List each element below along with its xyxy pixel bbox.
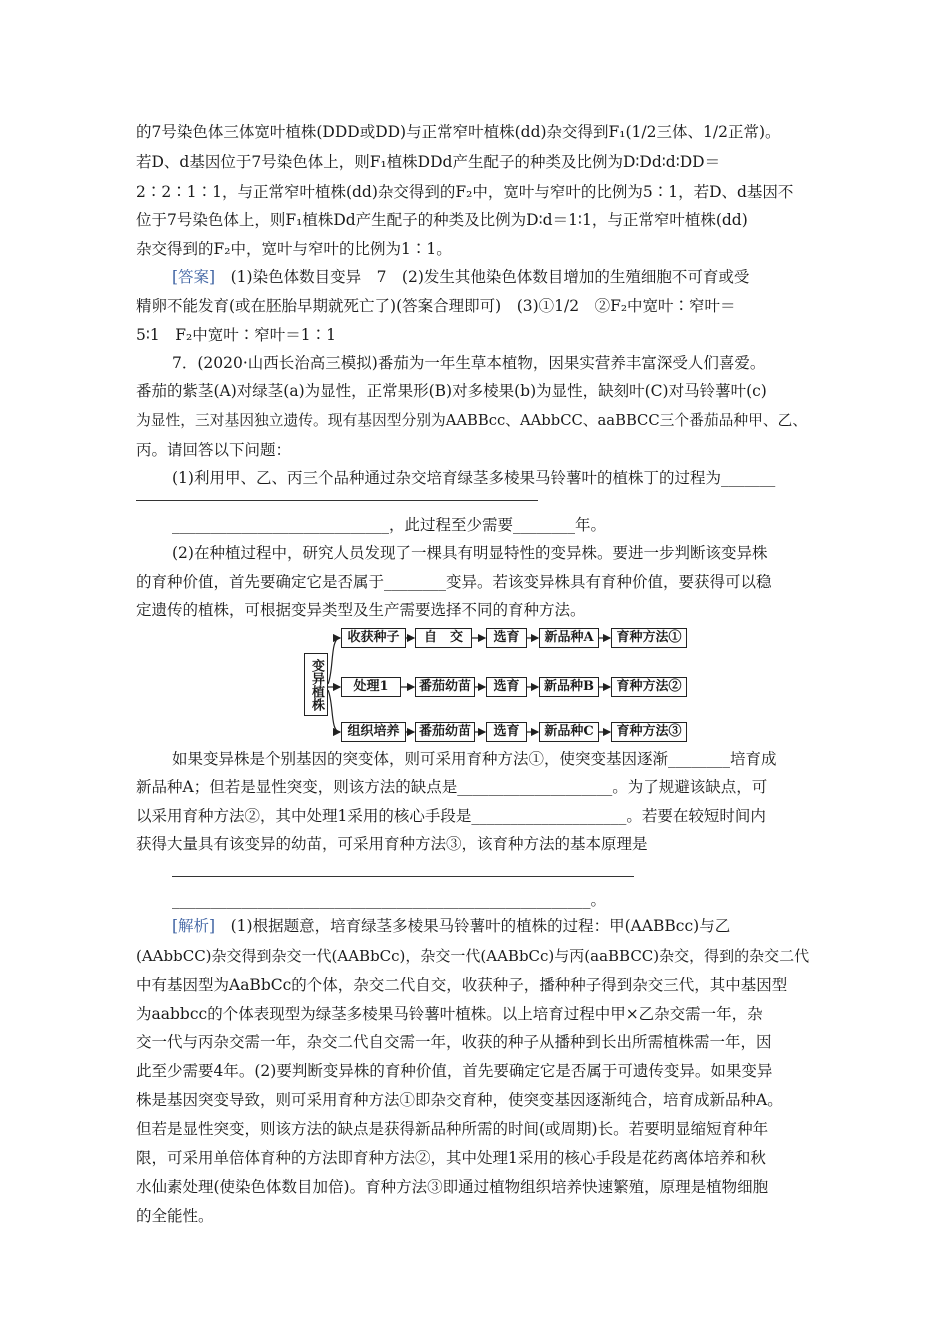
flow-box: 选育 [486, 677, 527, 697]
text-line: 此至少需要4年。(2)要判断变异株的育种价值，首先要确定它是否属于可遗传变异。如果变异 [136, 1062, 773, 1080]
answer-tag: [答案] [172, 268, 216, 286]
source-box: 变异植株 [304, 653, 328, 716]
text-line: 为aabbcc的个体表现型为绿茎多棱果马铃薯叶植株。以上培育过程中甲×乙杂交需一年，杂 [136, 1005, 763, 1023]
text-line: 限，可采用单倍体育种的方法即育种方法②，其中处理1采用的核心手段是花药离体培养和秋 [136, 1149, 766, 1167]
answer-blank-rule [136, 500, 538, 501]
analysis-line [172, 916, 816, 936]
text-line: 但若是显性突变，则该方法的缺点是获得新品种所需的时间(或周期)长。若要明显缩短育种年 [136, 1120, 769, 1138]
text-line: 位于7号染色体上，则F₁植株Dd产生配子的种类及比例为D∶d＝1∶1，与正常窄叶植株(dd) [136, 211, 748, 229]
text-line: (AAbbCC)杂交得到杂交一代(AABbCc)，杂交一代(AABbCc)与丙(aaBBCC)杂交，得到的杂交二代 [136, 947, 810, 965]
flow-box: 新品种B [539, 677, 599, 697]
flow-box: 番茄幼苗 [415, 677, 475, 697]
flow-box: 选育 [486, 628, 527, 648]
text-line: 番茄的紫茎(A)对绿茎(a)为显性，正常果形(B)对多棱果(b)为显性，缺刻叶(C)对马铃薯叶(c) [136, 382, 767, 400]
text-line: ____________________________，此过程至少需要________年。 [172, 516, 607, 534]
flow-box: 自 交 [415, 628, 472, 648]
question-line: 7．(2020·山西长治高三模拟)番茄为一年生草本植物，因果实营养丰富深受人们喜爱。 [172, 354, 766, 372]
text-line: 中有基因型为AaBbCc的个体，杂交二代自交，收获种子，播种种子得到杂交三代，其中基因型 [136, 976, 788, 994]
flow-box: 育种方法② [611, 677, 687, 697]
text-line: 获得大量具有该变异的幼苗，可采用育种方法③，该育种方法的基本原理是 [136, 835, 648, 853]
text-line: 2∶2∶1∶1，与正常窄叶植株(dd)杂交得到的F₂中，宽叶与窄叶的比例为5∶1，若D、d基因不 [136, 183, 794, 201]
text-line: 精卵不能发育(或在胚胎早期就死亡了)(答案合理即可) (3)①1/2 ②F₂中宽叶∶窄叶＝ [136, 297, 736, 315]
analysis-tag: [解析] [172, 917, 216, 935]
text-line: 定遗传的植株，可根据变异类型及生产需要选择不同的育种方法。 [136, 601, 586, 619]
answer-text: (1)染色体数目变异 7 (2)发生其他染色体数目增加的生殖细胞不可育或受 [215, 268, 750, 286]
flow-box: 处理1 [341, 677, 401, 697]
text-line: 丙。请回答以下问题： [136, 441, 292, 459]
answer-blank-rule [172, 876, 634, 877]
answer-line [172, 267, 816, 287]
text-line: 交一代与丙杂交需一年，杂交二代自交需一年，收获的种子从播种到长出所需植株需一年，因 [136, 1033, 772, 1051]
text-line: ______________________________________________________。 [172, 891, 607, 909]
flow-box: 育种方法③ [611, 722, 687, 742]
text-line: 为显性，三对基因独立遗传。现有基因型分别为AABBcc、AAbbCC、aaBBCC三个番茄品种甲、乙、 [136, 412, 808, 429]
text-line: 的全能性。 [136, 1207, 214, 1225]
text-line: 5∶1 F₂中宽叶∶窄叶＝1∶1 [136, 326, 336, 344]
text-line: 若D、d基因位于7号染色体上，则F₁植株DDd产生配子的种类及比例为D∶Dd∶d∶DD＝ [136, 153, 721, 171]
flow-box: 组织培养 [341, 722, 406, 742]
text-line: 新品种A；但若是显性突变，则该方法的缺点是____________________。为了规避该缺点，可 [136, 778, 768, 796]
flow-box: 新品种C [539, 722, 599, 742]
flow-box: 新品种A [539, 628, 599, 648]
flow-box: 番茄幼苗 [415, 722, 475, 742]
flow-box: 育种方法① [611, 628, 687, 648]
text-line: 水仙素处理(使染色体数目加倍)。育种方法③即通过植物组织培养快速繁殖，原理是植物细胞 [136, 1178, 769, 1196]
analysis-text: (1)根据题意，培育绿茎多棱果马铃薯叶的植株的过程：甲(AABBcc)与乙 [215, 917, 731, 935]
text-line: 的7号染色体三体宽叶植株(DDD或DD)与正常窄叶植株(dd)杂交得到F₁(1/2三体、1/2正常)。 [136, 123, 781, 141]
text-line: 如果变异株是个别基因的突变体，则可采用育种方法①，使突变基因逐渐________培育成 [172, 750, 777, 768]
flow-box: 收获种子 [341, 628, 406, 648]
text-line: (2)在种植过程中，研究人员发现了一棵具有明显特性的变异株。要进一步判断该变异株 [172, 544, 768, 562]
text-line: (1)利用甲、乙、丙三个品种通过杂交培育绿茎多棱果马铃薯叶的植株丁的过程为_______ [172, 469, 776, 487]
text-line: 株是基因突变导致，则可采用育种方法①即杂交育种，使突变基因逐渐纯合，培育成新品种A。 [136, 1091, 783, 1109]
text-line: 的育种价值，首先要确定它是否属于________变异。若该变异株具有育种价值，要获得可以稳 [136, 573, 772, 591]
text-line: 杂交得到的F₂中，宽叶与窄叶的比例为1∶1。 [136, 240, 452, 258]
flow-box: 选育 [486, 722, 527, 742]
text-line: 以采用育种方法②，其中处理1采用的核心手段是____________________。若要在较短时间内 [136, 807, 766, 825]
